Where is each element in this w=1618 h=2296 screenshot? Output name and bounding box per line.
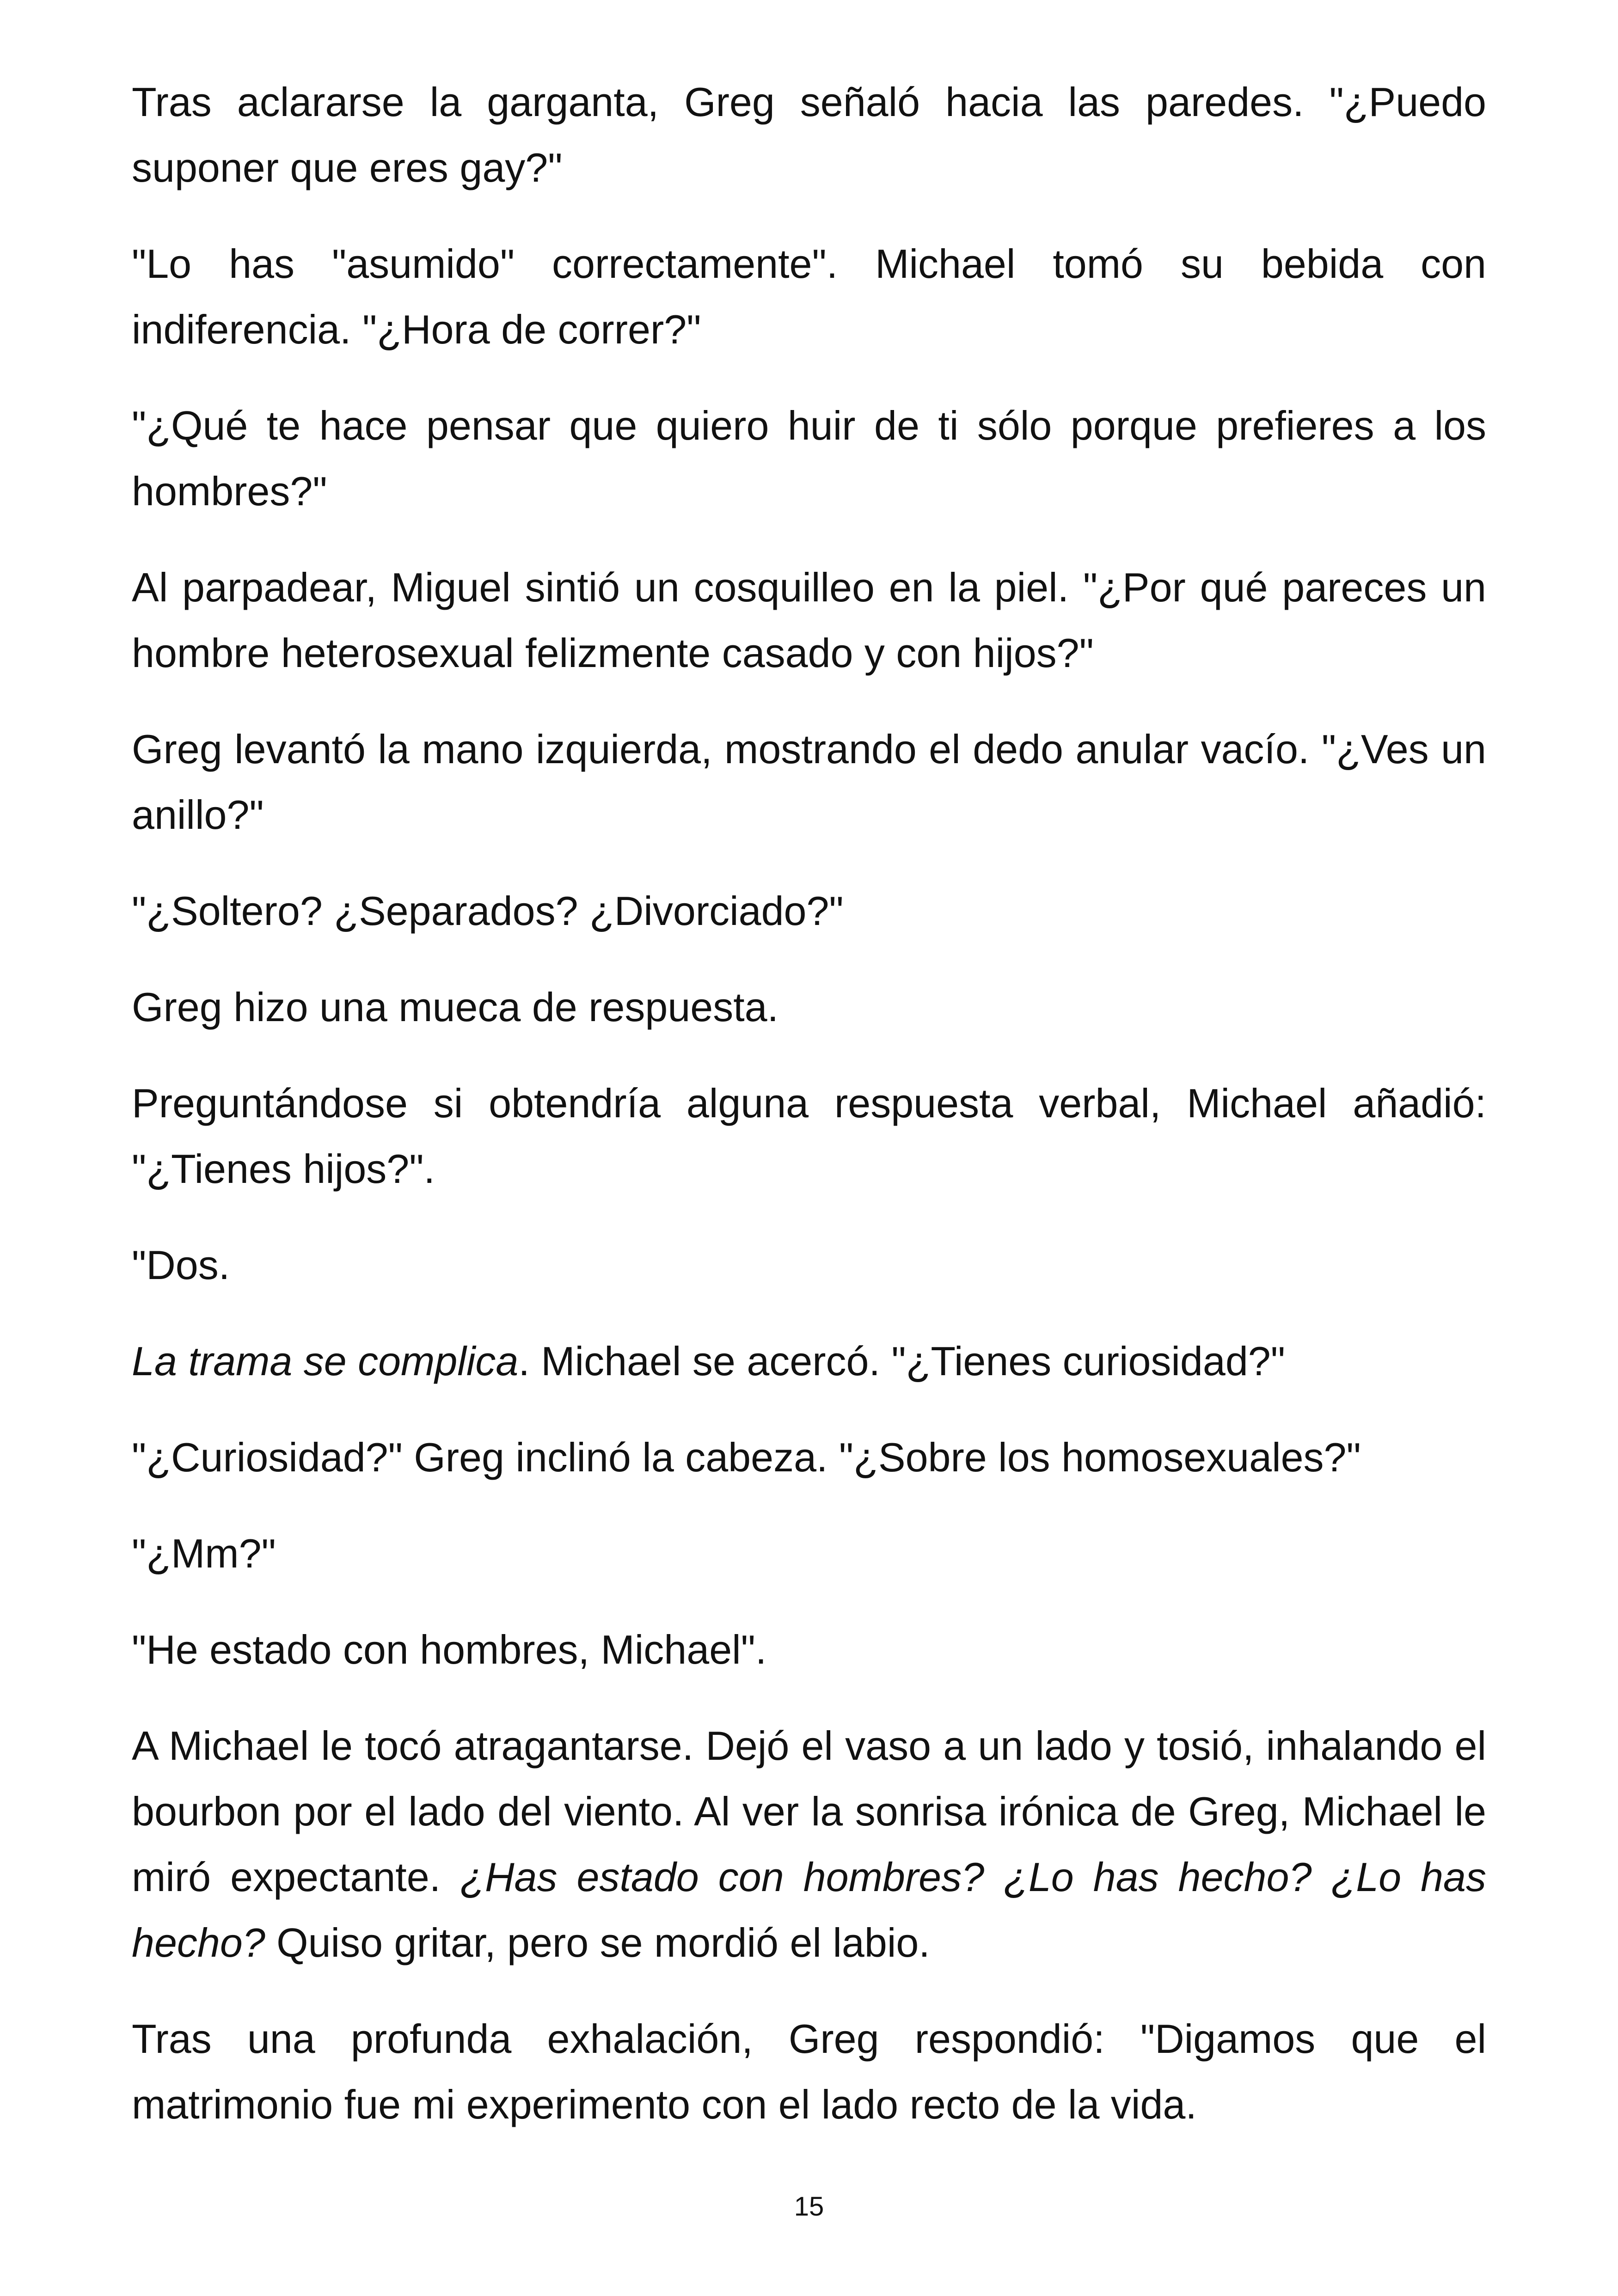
paragraph [132,716,1486,848]
text-run: "Lo has "asumido" correctamente". Michael tomó su bebida con indiferencia. "¿Hora de correr?" [132,241,1486,352]
text-run: Greg hizo una mueca de respuesta. [132,984,779,1030]
text-run: Preguntándose si obtendría alguna respuesta verbal, Michael añadió: "¿Tienes hijos?". [132,1080,1486,1192]
text-run: Tras aclararse la garganta, Greg señaló hacia las paredes. "¿Puedo suponer que eres gay?" [132,79,1486,190]
paragraph [132,555,1486,686]
paragraph [132,393,1486,524]
text-run: "¿Qué te hace pensar que quiero huir de ti sólo porque prefieres a los hombres?" [132,403,1486,514]
text-run: "¿Soltero? ¿Separados? ¿Divorciado?" [132,888,844,934]
text-run: . Michael se acercó. "¿Tienes curiosidad?" [518,1338,1285,1384]
text-run: Al parpadear, Miguel sintió un cosquilleo en la piel. "¿Por qué pareces un hombre heterosexual felizmente casado y con hijos?" [132,564,1486,676]
paragraph [132,1713,1486,1976]
text-run: "¿Mm?" [132,1531,276,1576]
italic-text-run: ¿Has estado con hombres? ¿Lo has hecho? ¿Lo has hecho? [132,1854,1487,1965]
italic-text-run: La trama se complica [132,1338,519,1384]
page-body [132,69,1486,2168]
text-run: "He estado con hombres, Michael". [132,1627,767,1672]
paragraph [132,69,1486,201]
paragraph [132,1425,1486,1490]
paragraph [132,1617,1486,1683]
text-run: "¿Curiosidad?" Greg inclinó la cabeza. "¿Sobre los homosexuales?" [132,1434,1361,1480]
text-run: A Michael le tocó atragantarse. Dejó el vaso a un lado y tosió, inhalando el bourbon por el lado del viento. Al ver la sonrisa irónica de Greg, Michael le miró expectante. [132,1723,1486,1900]
paragraph [132,231,1486,362]
paragraph [132,1329,1486,1394]
page-number: 15 [794,2192,824,2222]
paragraph [132,878,1486,944]
paragraph [132,1071,1486,1202]
text-run: Quiso gritar, pero se mordió el labio. [265,1920,930,1965]
paragraph [132,1521,1486,1586]
paragraph [132,1232,1486,1298]
paragraph [132,974,1486,1040]
text-run: "Dos. [132,1242,230,1288]
paragraph [132,2006,1486,2137]
text-run: Tras una profunda exhalación, Greg respondió: "Digamos que el matrimonio fue mi experimento con el lado recto de la vida. [132,2016,1486,2127]
text-run: Greg levantó la mano izquierda, mostrando el dedo anular vacío. "¿Ves un anillo?" [132,726,1486,838]
